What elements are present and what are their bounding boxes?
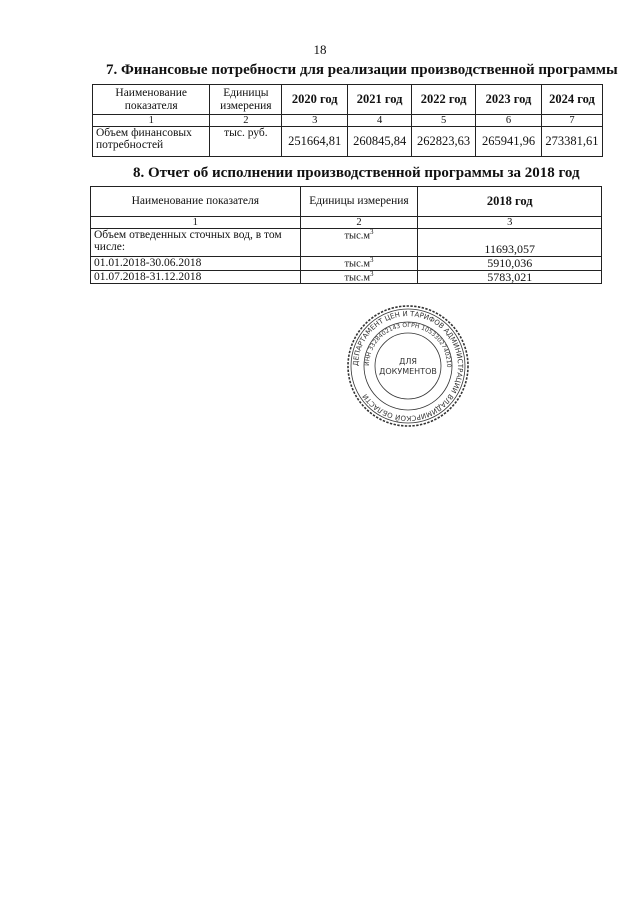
- value-2021: 260845,84: [348, 127, 412, 157]
- header-year-2020: 2020 год: [282, 85, 348, 115]
- column-number-row: [91, 217, 602, 229]
- unit-base: тыс.м: [344, 230, 371, 242]
- header-year-2022: 2022 год: [412, 85, 476, 115]
- table-row: [91, 229, 602, 257]
- unit-exponent: 3: [370, 269, 374, 278]
- header-year-2021: 2021 год: [348, 85, 412, 115]
- official-seal-stamp: [345, 303, 471, 429]
- row-name: Объем финансовых потребностей: [93, 127, 210, 157]
- stamp-number-text: ИНН 3328402143 ОГРН 1053302740210: [363, 321, 453, 368]
- column-number: 4: [348, 115, 412, 127]
- header-year-2018: 2018 год: [418, 187, 602, 217]
- column-number: 5: [412, 115, 476, 127]
- financial-needs-table: [92, 84, 603, 157]
- row-value: 5910,036: [418, 257, 602, 271]
- row-unit: [300, 229, 418, 257]
- stamp-center-line2: ДОКУМЕНТОВ: [379, 367, 437, 376]
- section-7-title: 7. Финансовые потребности для реализации производственной программы: [106, 62, 618, 78]
- header-name: Наименование показателя: [91, 187, 301, 217]
- unit-base: тыс.м: [344, 272, 371, 284]
- row-value: 11693,057: [418, 229, 602, 257]
- table-row: [91, 270, 602, 284]
- value-2024: 273381,61: [541, 127, 602, 157]
- program-report-table: [90, 186, 602, 284]
- header-name: Наименование показателя: [93, 85, 210, 115]
- header-year-2023: 2023 год: [476, 85, 542, 115]
- row-unit: тыс. руб.: [210, 127, 282, 157]
- table-row: [93, 127, 603, 157]
- value-2020: 251664,81: [282, 127, 348, 157]
- column-number: 6: [476, 115, 542, 127]
- stamp-center-line1: ДЛЯ: [399, 357, 417, 366]
- row-unit: [300, 270, 418, 284]
- table-header-row: [93, 85, 603, 115]
- page-number: 18: [313, 42, 327, 57]
- row-name: 01.07.2018-31.12.2018: [91, 270, 301, 284]
- value-2022: 262823,63: [412, 127, 476, 157]
- column-number: 7: [541, 115, 602, 127]
- column-number: 3: [418, 217, 602, 229]
- column-number: 1: [91, 217, 301, 229]
- unit-exponent: 3: [370, 228, 374, 237]
- value-2023: 265941,96: [476, 127, 542, 157]
- stamp-ring-text: ДЕПАРТАМЕНТ ЦЕН И ТАРИФОВ АДМИНИСТРАЦИИ ВЛАДИМИРСКОЙ ОБЛАСТИ: [351, 309, 465, 423]
- header-unit: Единицы измерения: [300, 187, 418, 217]
- header-year-2024: 2024 год: [541, 85, 602, 115]
- row-value: 5783,021: [418, 270, 602, 284]
- table-row: [91, 257, 602, 271]
- column-number: 1: [93, 115, 210, 127]
- row-unit: [300, 257, 418, 271]
- row-name: 01.01.2018-30.06.2018: [91, 257, 301, 271]
- row-name: Объем отведенных сточных вод, в том числе:: [91, 229, 301, 257]
- column-number: 2: [300, 217, 418, 229]
- section-8-title: 8. Отчет об исполнении производственной программы за 2018 год: [133, 165, 580, 181]
- column-number: 3: [282, 115, 348, 127]
- column-number-row: [93, 115, 603, 127]
- table-header-row: [91, 187, 602, 217]
- unit-base: тыс.м: [344, 258, 371, 270]
- stamp-inner-ring: [375, 333, 441, 399]
- header-unit: Единицы измерения: [210, 85, 282, 115]
- unit-exponent: 3: [370, 256, 374, 265]
- column-number: 2: [210, 115, 282, 127]
